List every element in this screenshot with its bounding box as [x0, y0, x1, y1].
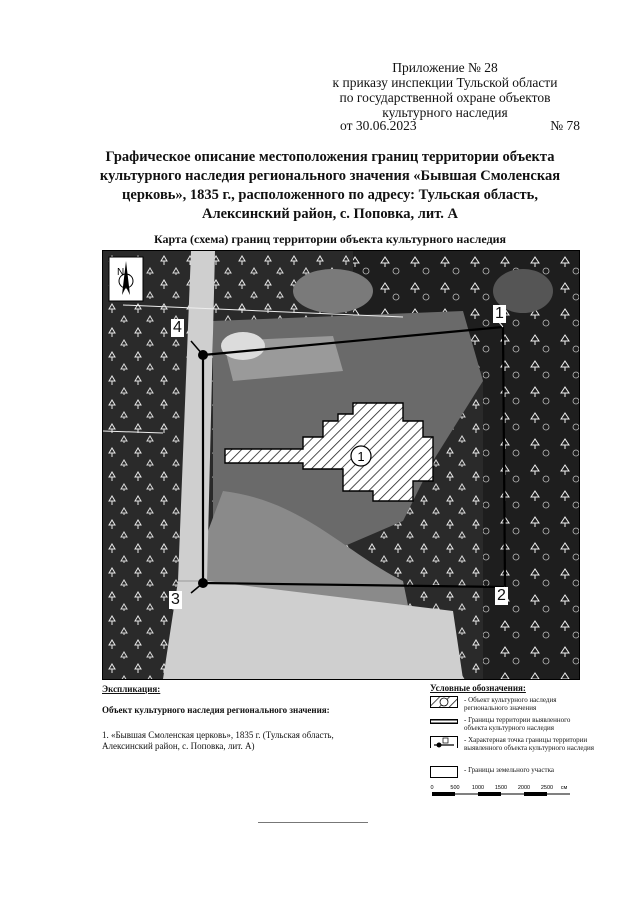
- point-label-2: 2: [497, 587, 506, 604]
- explication-subheading: Объект культурного наследия регионального значения:: [102, 705, 330, 715]
- order-number: № 78: [550, 118, 580, 133]
- legend-text: - Объект культурного наследия регионального значения: [464, 696, 557, 712]
- scale-tick: 1000: [471, 785, 485, 791]
- legend-row: [430, 696, 590, 712]
- appendix-line: к приказу инспекции Тульской области: [332, 75, 558, 90]
- point-label-1: 1: [495, 305, 504, 322]
- document-title: [80, 148, 580, 224]
- scale-unit: см: [560, 785, 568, 791]
- legend-text: - Границы земельного участка: [464, 766, 554, 774]
- title-line: церковь», 1835 г., расположенного по адресу: Тульская область,: [122, 187, 538, 203]
- clearing-area: [293, 269, 373, 313]
- appendix-line: по государственной охране объектов: [339, 90, 551, 105]
- legend-text: - Характерная точка границы территории выявленного объекта культурного наследия: [464, 736, 594, 752]
- legend-block: [430, 683, 594, 782]
- legend-row: [430, 736, 594, 762]
- vegetation-area: [483, 371, 579, 679]
- boundary-line-icon: [430, 716, 458, 728]
- appendix-line: Приложение № 28: [392, 60, 498, 75]
- map-canvas: [103, 251, 579, 679]
- parcel-boundary-icon: [430, 766, 458, 778]
- scale-tick: 2000: [517, 785, 531, 791]
- legend-text: - Границы территории выявленного объекта культурного наследия: [464, 716, 571, 732]
- title-line: Графическое описание местоположения границ территории объекта: [105, 149, 555, 165]
- object-number-text: 1: [357, 449, 365, 464]
- explication-item: 1. «Бывшая Смоленская церковь», 1835 г. (Тульская область,: [102, 730, 334, 740]
- appendix-block: [300, 60, 590, 120]
- building-footprint: [221, 332, 265, 360]
- title-line: культурного наследия регионального значения «Бывшая Смоленская: [99, 168, 561, 184]
- boundary-map: [102, 250, 580, 680]
- scale-tick: 0: [430, 785, 434, 791]
- north-label: N: [117, 267, 125, 278]
- order-date: от 30.06.2023: [340, 118, 417, 133]
- map-title: Карта (схема) границ территории объекта культурного наследия: [153, 232, 507, 246]
- title-line: Алексинский район, с. Поповка, лит. А: [202, 206, 458, 222]
- legend-heading: Условные обозначения:: [430, 683, 526, 693]
- scale-tick: 1500: [494, 785, 508, 791]
- appendix-line: культурного наследия: [382, 105, 508, 120]
- hatch-symbol-icon: [430, 696, 458, 708]
- order-date-line: [340, 118, 580, 134]
- explication-heading: Экспликация:: [102, 684, 161, 694]
- explication-block: [102, 684, 402, 752]
- scale-tick: 500: [450, 785, 460, 791]
- scale-bar: [430, 780, 580, 810]
- point-label-3: 3: [171, 591, 180, 608]
- scale-tick: 2500: [540, 785, 554, 791]
- legend-row: [430, 716, 590, 732]
- boundary-point-icon: [430, 736, 458, 748]
- explication-item: Алексинский район, с. Поповка, лит. А): [102, 741, 255, 751]
- footer-divider: [258, 822, 368, 823]
- point-label-4: 4: [173, 319, 182, 336]
